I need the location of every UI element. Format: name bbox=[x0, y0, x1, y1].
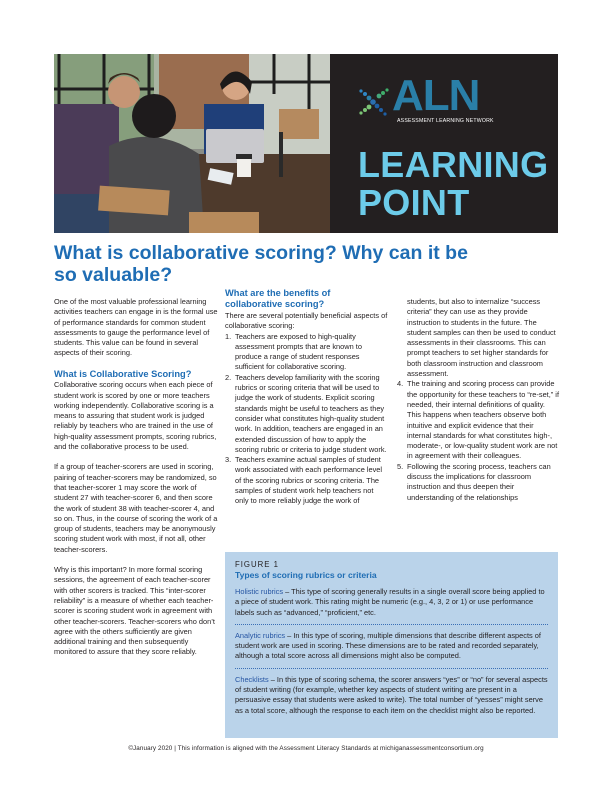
column-3 bbox=[397, 297, 559, 503]
column-1 bbox=[54, 297, 218, 668]
learning-point-title bbox=[358, 146, 548, 222]
definition-paragraph: Collaborative scoring occurs when each piece of student work is scored by one or more teachers working independently. Collaborative scoring is a means to assuring that student work is judged reliably by teachers who are trained in the use of high-quality assessment prompts, scoring rubrics, and the collaborative process to be used. bbox=[54, 380, 217, 452]
list-item: 4. The training and scoring process can provide the opportunity for these teachers to “re-set,” if needed, their internal definitions of quality. This happens when teachers observe both intuitive and explicit evidence that their internal standards for what constitutes high-, moderate-, or low-quality student work are not in agreement with their colleagues. bbox=[397, 379, 559, 461]
list-item: 2. Teachers develop familiarity with the scoring rubrics or scoring criteria that will be used to judge the work of students. Explicit scoring standards might be useful to teachers as they consider what constitutes high-quality student work. In addition, teachers are engaged in an extended discussion of how to apply the scoring rubric or criteria to judge student work. bbox=[225, 372, 387, 454]
brand-panel bbox=[330, 54, 558, 233]
learning-point-line1: LEARNING bbox=[358, 144, 549, 185]
photo-illustration bbox=[54, 54, 330, 233]
figure-label: FIGURE 1 bbox=[235, 560, 279, 569]
aln-logo-mark-icon bbox=[358, 86, 392, 120]
figure-item-holistic: Holistic rubrics – This type of scoring generally results in a single overall score being applied to a piece of student work. This rating might be numeric (e.g., 4, 3, 2 or 1) or use performance labels such as “advanced,” “proficient,” etc. bbox=[235, 587, 548, 625]
learning-point-line2: POINT bbox=[358, 182, 470, 223]
page-footer: ©January 2020 | This information is aligned with the Assessment Literacy Standards at michiganassessmentconsortium.org bbox=[128, 745, 484, 752]
term-analytic: Analytic rubrics bbox=[235, 630, 286, 640]
list-item: 3. Teachers examine actual samples of student work associated with each performance level of the scoring rubrics or scoring criteria. The samples of student work help teachers not only to more reliably judge the work of bbox=[225, 455, 383, 506]
term-holistic: Holistic rubrics bbox=[235, 587, 284, 596]
aln-logo bbox=[358, 71, 508, 130]
benefits-list-continued bbox=[397, 379, 559, 503]
figure-1-box bbox=[225, 552, 558, 738]
figure-item-checklists: Checklists – In this type of scoring schema, the scorer answers “yes” or “no” for several aspects of student writing (for example, whether key aspects of student writing are present in a persuasive essay that students were asked to write). The total number of “yesses” might serve as a total score, although the response to each item on the checklist might also be reported. bbox=[235, 674, 548, 715]
column-2 bbox=[225, 288, 389, 507]
benefits-list bbox=[225, 332, 389, 507]
logo-text: ALN bbox=[392, 71, 480, 120]
importance-paragraph: Why is this important? In more formal scoring sessions, the agreement of each teacher-scorer with other scorers is tracked. This “inter-scorer reliability” is a measure of whether each teacher-scorer is scoring student work in agreement with other teacher-scorers. Teacher-scorers who don’t agree with the others sufficiently are given additional training and then subsequently monitored to assure that they score reliably. bbox=[54, 565, 215, 657]
pairing-paragraph: If a group of teacher-scorers are used in scoring, pairing of teacher-scorers may be randomized, so that teacher-scorer 1 may score the work of student 27 with teacher-scorer 6, and then score the work of student 38 with teacher-scorer 4, and so on. Thus, in the course of scoring the work of a group of students, teachers may be anonymously scoring student work with most, if not all, other teacher-scorers. bbox=[54, 462, 218, 554]
list-item: 1. Teachers are exposed to high-quality assessment prompts that are known to produce a range of student responses sufficient for collaborative scoring. bbox=[225, 331, 362, 372]
section-heading-benefits: What are the benefits of collaborative scoring? bbox=[225, 288, 331, 309]
item3-continued: students, but also to internalize “success criteria” they can use as they provide instruction to students in the future. The student samples can then be used to conduct assessments in their classrooms. This can prompt teachers to set higher standards for both classroom instruction and classroom assessment. bbox=[407, 297, 556, 379]
list-item: 5. Following the scoring process, teachers can discuss the implications for classroom instruction and thus deepen their understanding of the relationships bbox=[397, 461, 551, 502]
section-heading-what-is: What is Collaborative Scoring? bbox=[54, 368, 192, 379]
figure-title: Types of scoring rubrics or criteria bbox=[235, 570, 377, 580]
header-photo bbox=[54, 54, 330, 233]
intro-paragraph: One of the most valuable professional learning activities teachers can engage in is the formal use of performance standards for common student assessments to gauge the performance level of students. This value can be found in several aspects of their scoring. bbox=[54, 297, 218, 358]
page-title: What is collaborative scoring? Why can it be so valuable? bbox=[54, 242, 468, 286]
term-checklists: Checklists bbox=[235, 674, 269, 684]
logo-subtitle: ASSESSMENT LEARNING NETWORK bbox=[397, 118, 494, 124]
benefits-intro: There are several potentially beneficial aspects of collaborative scoring: bbox=[225, 311, 388, 331]
figure-item-analytic: Analytic rubrics – In this type of scoring, multiple dimensions that describe different aspects of student work are used in scoring. These dimensions are to be rated and recorded separately, although a total score across all dimensions might also be computed. bbox=[235, 631, 548, 669]
